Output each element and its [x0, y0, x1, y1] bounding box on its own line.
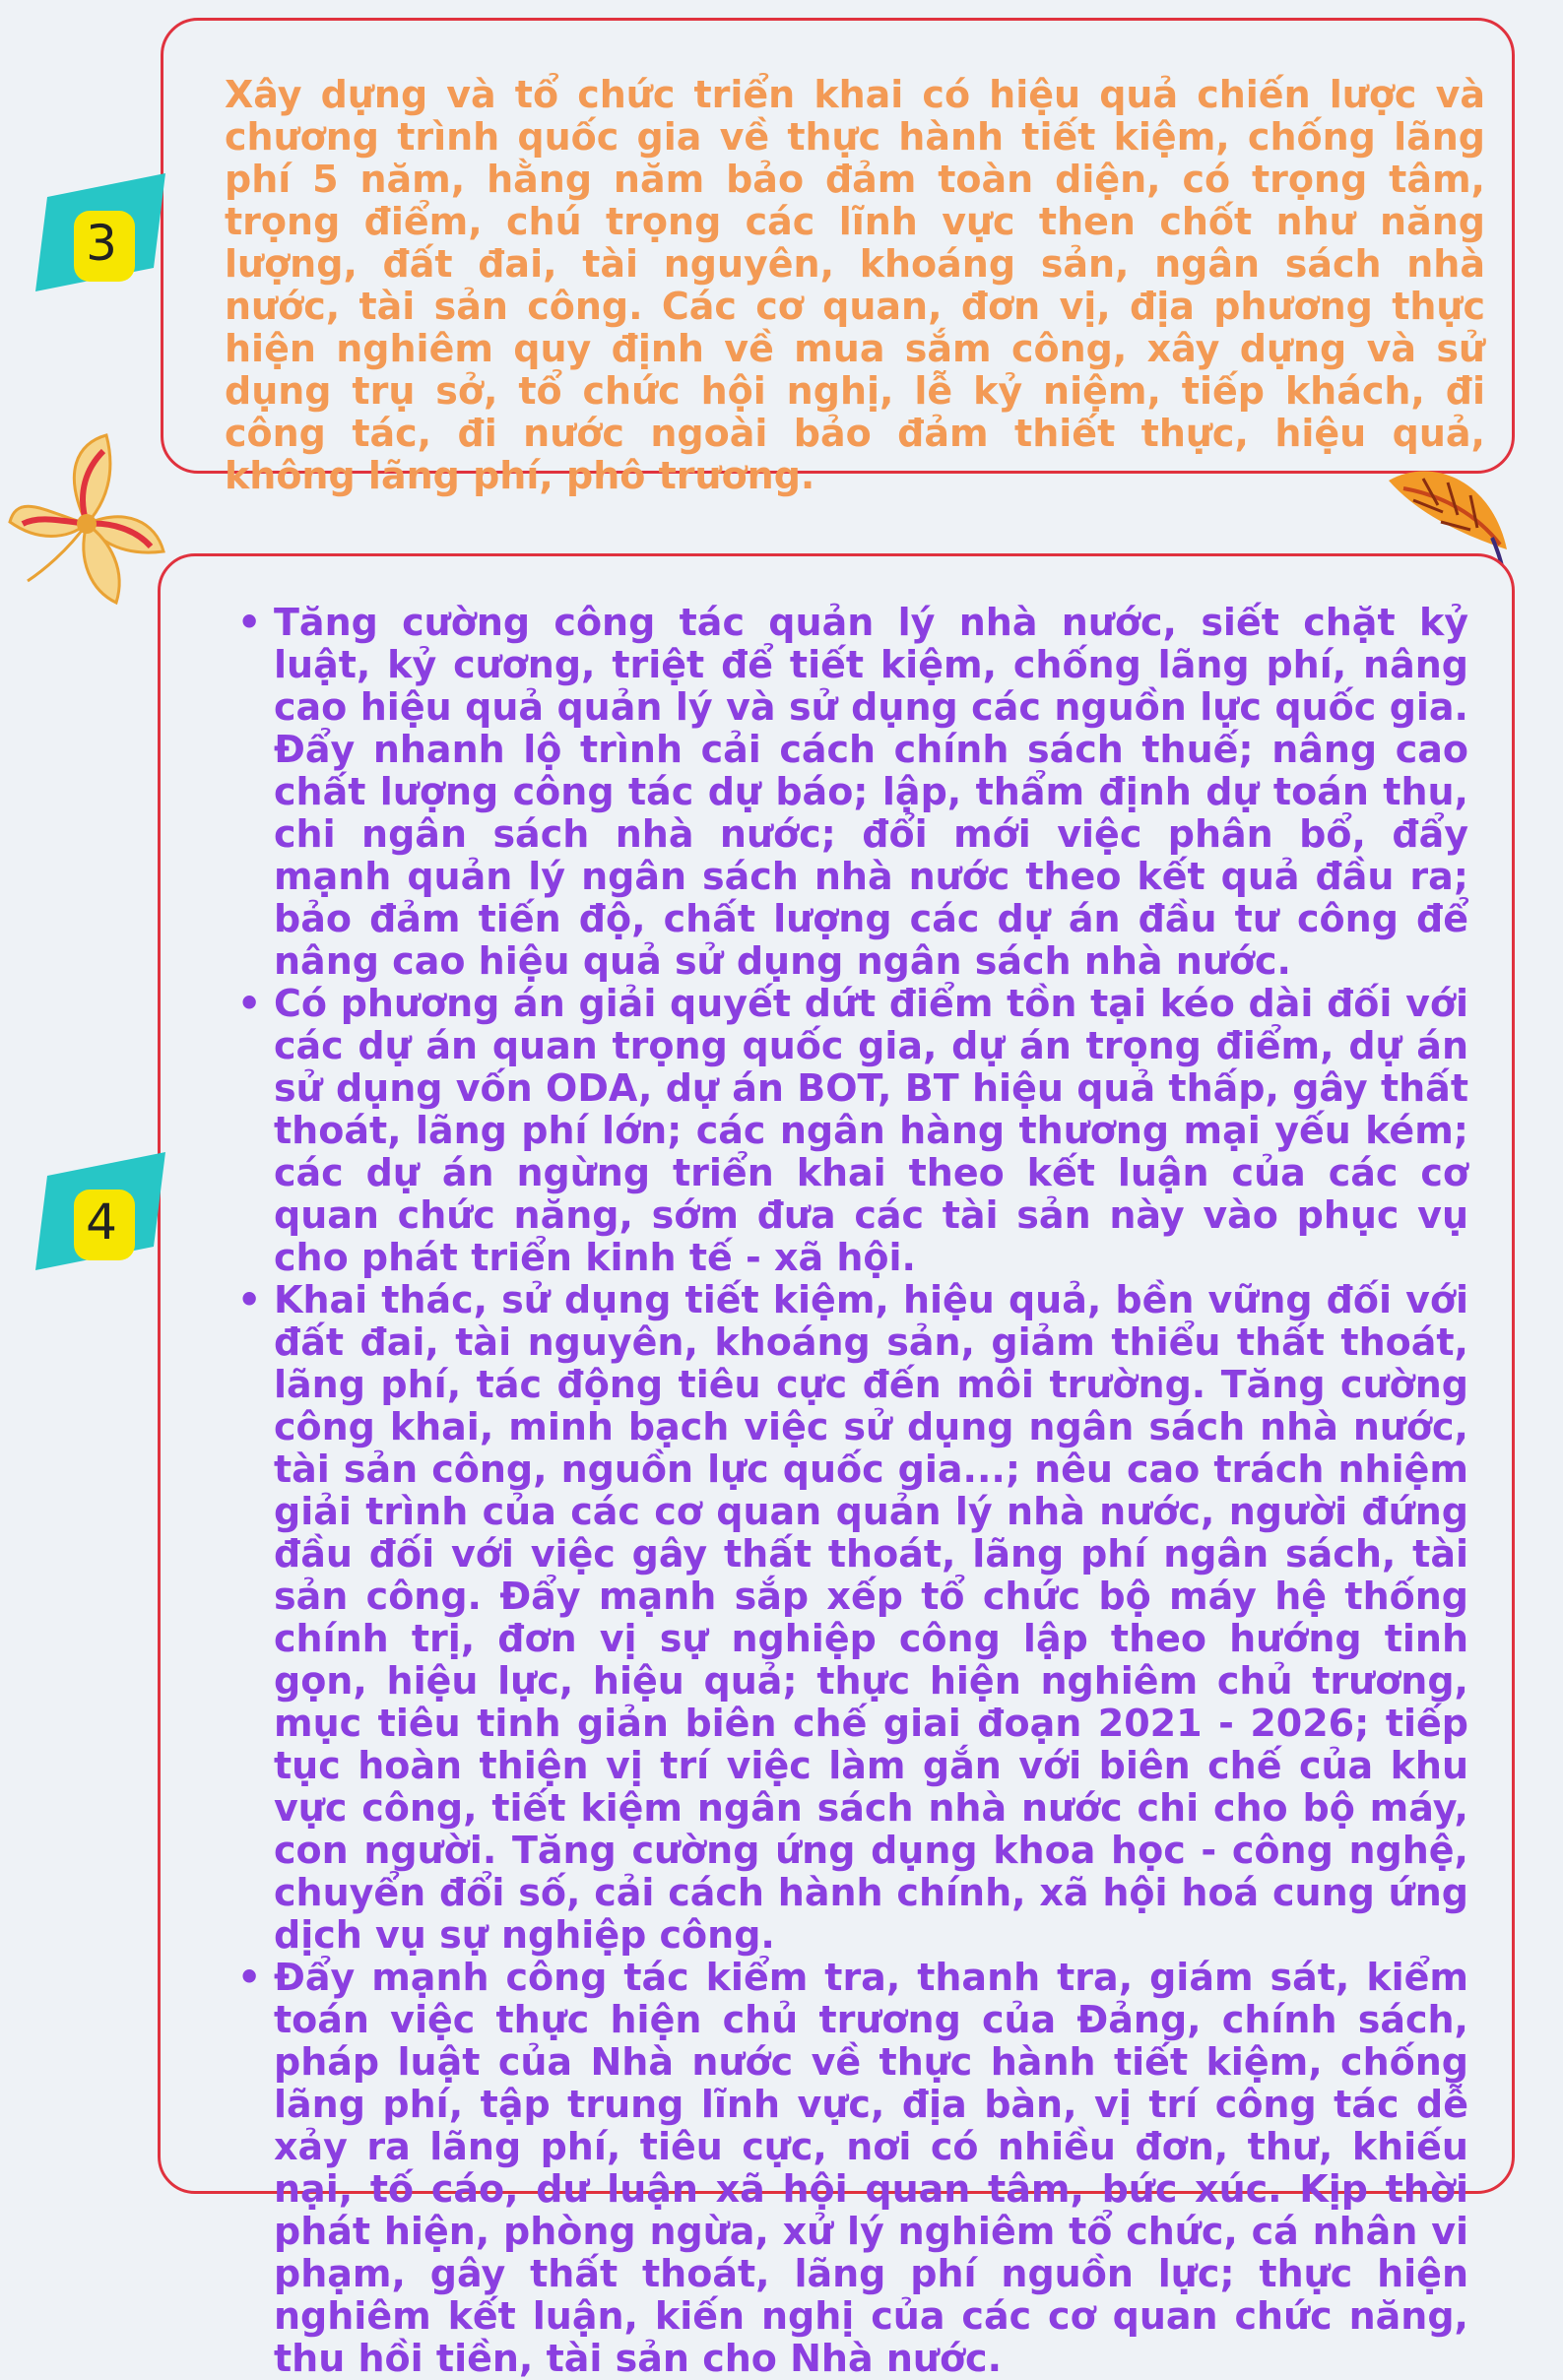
section-4-card: [158, 553, 1515, 2380]
list-item-text: Đẩy mạnh công tác kiểm tra, thanh tra, giám sát, kiểm toán việc thực hiện chủ trương của Đảng, chính sách, pháp luật của Nhà nước về thực hành tiết kiệm, chống lãng phí, tập trung lĩnh vực, địa bàn, vị trí công tác dễ xảy ra lãng phí, tiêu cực, nơi có nhiều đơn, thư, khiếu nại, tố cáo, dư luận xã hội quan tâm, bức xúc. Kịp thời phát hiện, phòng ngừa, xử lý nghiêm tổ chức, cá nhân vi phạm, gây thất thoát, lãng phí nguồn lực; thực hiện nghiêm kết luận, kiến nghị của các cơ quan chức năng, thu hồi tiền, tài sản cho Nhà nước.: [274, 1956, 1468, 2380]
list-item: [237, 1957, 1468, 2380]
section-4-number: 4: [86, 1193, 117, 1251]
section-3-number: 3: [86, 215, 117, 272]
section-3-badge: [28, 169, 175, 317]
list-item: [237, 983, 1468, 1279]
section-4-badge: [28, 1148, 175, 1296]
section-4-list: [237, 602, 1468, 2380]
bullet-icon: •: [237, 1278, 262, 1321]
bullet-icon: •: [237, 601, 262, 644]
section-3-text: Xây dựng và tổ chức triển khai có hiệu quả chiến lược và chương trình quốc gia về thực hành tiết kiệm, chống lãng phí 5 năm, hằng năm bảo đảm toàn diện, có trọng tâm, trọng điểm, chú trọng các lĩnh vực then chốt như năng lượng, đất đai, tài nguyên, khoáng sản, ngân sách nhà nước, tài sản công. Các cơ quan, đơn vị, địa phương thực hiện nghiêm quy định về mua sắm công, xây dựng và sử dụng trụ sở, tổ chức hội nghị, lễ kỷ niệm, tiếp khách, đi công tác, đi nước ngoài bảo đảm thiết thực, hiệu quả, không lãng phí, phô trương.: [225, 73, 1485, 497]
list-item-text: Tăng cường công tác quản lý nhà nước, siết chặt kỷ luật, kỷ cương, triệt để tiết kiệm, chống lãng phí, nâng cao hiệu quả quản lý và sử dụng các nguồn lực quốc gia. Đẩy nhanh lộ trình cải cách chính sách thuế; nâng cao chất lượng công tác dự báo; lập, thẩm định dự toán thu, chi ngân sách nhà nước; đổi mới việc phân bổ, đẩy mạnh quản lý ngân sách nhà nước theo kết quả đầu ra; bảo đảm tiến độ, chất lượng các dự án đầu tư công để nâng cao hiệu quả sử dụng ngân sách nhà nước.: [274, 601, 1468, 983]
list-item-text: Có phương án giải quyết dứt điểm tồn tại kéo dài đối với các dự án quan trọng quốc gia, dự án trọng điểm, dự án sử dụng vốn ODA, dự án BOT, BT hiệu quả thấp, gây thất thoát, lãng phí lớn; các ngân hàng thương mại yếu kém; các dự án ngừng triển khai theo kết luận của các cơ quan chức năng, sớm đưa các tài sản này vào phục vụ cho phát triển kinh tế - xã hội.: [274, 982, 1468, 1279]
list-item: [237, 602, 1468, 983]
bullet-icon: •: [237, 982, 262, 1025]
list-item: [237, 1279, 1468, 1957]
bullet-icon: •: [237, 1956, 262, 1999]
section-3-card: [161, 18, 1515, 497]
flower-icon: [8, 433, 165, 606]
list-item-text: Khai thác, sử dụng tiết kiệm, hiệu quả, bền vững đối với đất đai, tài nguyên, khoáng sản, giảm thiểu thất thoát, lãng phí, tác động tiêu cực đến môi trường. Tăng cường công khai, minh bạch việc sử dụng ngân sách nhà nước, tài sản công, nguồn lực quốc gia...; nêu cao trách nhiệm giải trình của các cơ quan quản lý nhà nước, người đứng đầu đối với việc gây thất thoát, lãng phí ngân sách, tài sản công. Đẩy mạnh sắp xếp tổ chức bộ máy hệ thống chính trị, đơn vị sự nghiệp công lập theo hướng tinh gọn, hiệu lực, hiệu quả; thực hiện nghiêm chủ trương, mục tiêu tinh giản biên chế giai đoạn 2021 - 2026; tiếp tục hoàn thiện vị trí việc làm gắn với biên chế của khu vực công, tiết kiệm ngân sách nhà nước chi cho bộ máy, con người. Tăng cường ứng dụng khoa học - công nghệ, chuyển đổi số, cải cách hành chính, xã hội hoá cung ứng dịch vụ sự nghiệp công.: [274, 1278, 1468, 1957]
